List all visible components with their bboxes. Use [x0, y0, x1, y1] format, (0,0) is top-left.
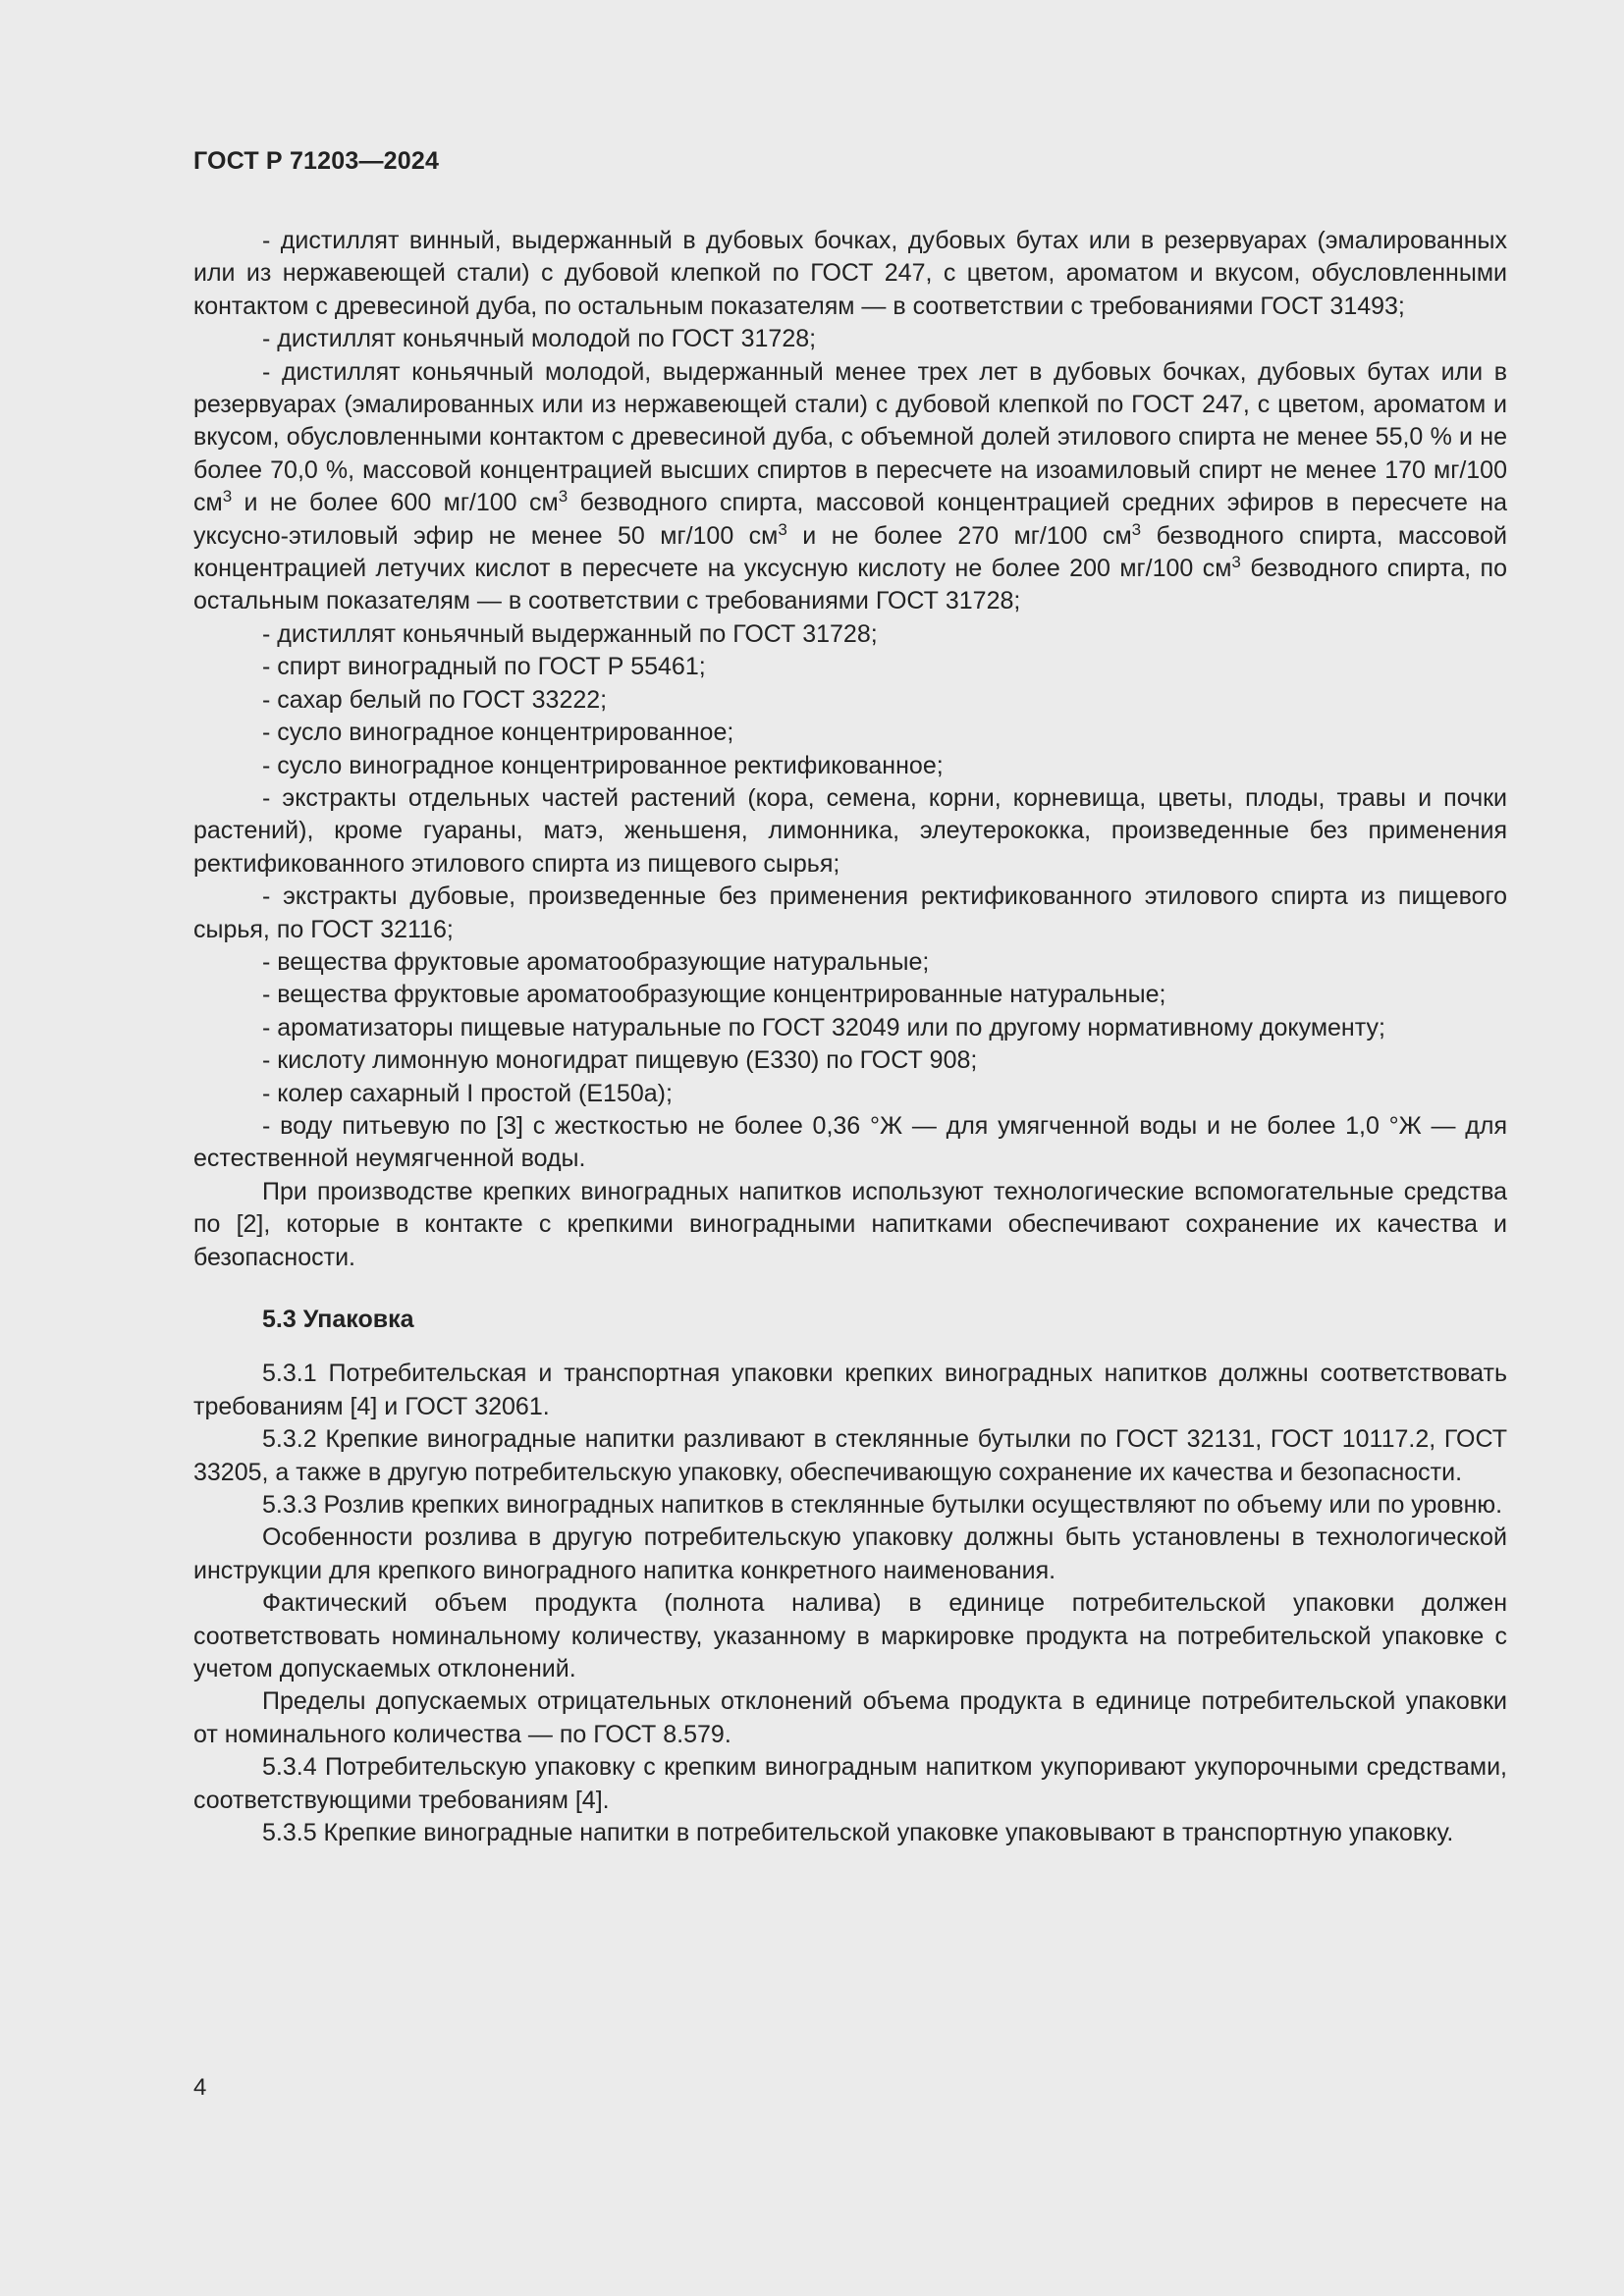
text-segment: и не более 600 мг/100 см [232, 489, 559, 517]
page-number: 4 [193, 2074, 207, 2101]
paragraph-bottling-specifics: Особенности розлива в другую потребительскую упаковку должны быть установлены в технологической инструкции для крепкого виноградного напитка конкретного наименования. [193, 1523, 1507, 1584]
text-segment: безводного спирта, массовой концентрацией летучих кислот в пересчете на уксусную кислоту не более 200 мг/100 см [193, 521, 1508, 583]
list-item-wine-distillate: - дистиллят винный, выдержанный в дубовых бочках, дубовых бутах или в резервуарах (эмалированных или из нержавеющей стали) с дубовой клепкой по ГОСТ 247, с цветом, ароматом и вкусом, обусловленными контактом с древесиной дуба, по остальным показателям — в соответствии с требованиями ГОСТ 31493; [193, 227, 1507, 320]
list-item-young-cognac-distillate: - дистиллят коньячный молодой по ГОСТ 31728; [262, 325, 817, 353]
list-item-aged-cognac-distillate: - дистиллят коньячный выдержанный по ГОСТ 31728; [262, 619, 878, 648]
list-item-drinking-water: - воду питьевую по [3] с жесткостью не более 0,36 °Ж — для умягченной воды и не более 1,0 °Ж — для естественной неумягченной воды. [193, 1111, 1507, 1173]
list-item-white-sugar: - сахар белый по ГОСТ 33222; [262, 685, 608, 714]
superscript: 3 [222, 487, 233, 507]
list-item-oak-extracts: - экстракты дубовые, произведенные без применения ректификованного этилового спирта из пищевого сырья, по ГОСТ 32116; [193, 882, 1507, 943]
paragraph-5-3-5: 5.3.5 Крепкие виноградные напитки в потребительской упаковке упаковывают в транспортную упаковку. [262, 1819, 1454, 1847]
list-item-sugar-color: - колер сахарный I простой (Е150а); [262, 1079, 673, 1107]
list-item-grape-must-rectified: - сусло виноградное концентрированное ректификованное; [262, 751, 944, 779]
list-item-fruit-aroma-concentrated: - вещества фруктовые ароматообразующие концентрированные натуральные; [262, 981, 1166, 1009]
superscript: 3 [558, 487, 568, 507]
list-item-plant-extracts: - экстракты отдельных частей растений (кора, семена, корни, корневища, цветы, плоды, травы и почки растений), кроме гуараны, матэ, женьшеня, лимонника, элеутерококка, произведенные без применения ректификованного этилового спирта из пищевого сырья; [193, 783, 1507, 878]
paragraph-5-3-3: 5.3.3 Розлив крепких виноградных напитков в стеклянные бутылки осуществляют по объему или по уровню. [262, 1491, 1503, 1520]
list-item-citric-acid: - кислоту лимонную моногидрат пищевую (Е330) по ГОСТ 908; [262, 1046, 978, 1075]
paragraph-5-3-1: 5.3.1 Потребительская и транспортная упаковки крепких виноградных напитков должны соответствовать требованиям [4] и ГОСТ 32061. [193, 1360, 1507, 1420]
paragraph-auxiliary-means: При производстве крепких виноградных напитков используют технологические вспомогательные средства по [2], которые в контакте с крепкими виноградными напитками обеспечивают сохранение их качества и безопасности. [193, 1177, 1507, 1271]
list-item-aged-young-cognac-distillate [193, 356, 1507, 618]
section-heading-packaging: 5.3 Упаковка [262, 1306, 414, 1333]
document-code-header: ГОСТ Р 71203—2024 [193, 147, 440, 175]
list-item-grape-spirit: - спирт виноградный по ГОСТ Р 55461; [262, 653, 706, 681]
text-segment: безводного спирта, по остальным показателям — в соответствии с требованиями ГОСТ 31728; [193, 555, 1508, 615]
list-item-fruit-aroma-natural: - вещества фруктовые ароматообразующие натуральные; [262, 947, 930, 976]
text-segment: и не более 270 мг/100 см [786, 521, 1132, 550]
superscript: 3 [778, 519, 787, 539]
paragraph-5-3-2: 5.3.2 Крепкие виноградные напитки разливают в стеклянные бутылки по ГОСТ 32131, ГОСТ 10117.2, ГОСТ 33205, а также в другую потребительскую упаковку, обеспечивающую сохранение их качества и безопасности. [193, 1425, 1507, 1486]
superscript: 3 [1131, 519, 1142, 539]
paragraph-deviation-limits: Пределы допускаемых отрицательных отклонений объема продукта в единице потребительской упаковки от номинального количества — по ГОСТ 8.579. [193, 1687, 1507, 1748]
list-item-food-flavorings: - ароматизаторы пищевые натуральные по ГОСТ 32049 или по другому нормативному документу; [262, 1013, 1385, 1041]
list-item-grape-must-concentrated: - сусло виноградное концентрированное; [262, 719, 734, 747]
paragraph-5-3-4: 5.3.4 Потребительскую упаковку с крепким виноградным напитком укупоривают укупорочными средствами, соответствующими требованиям [4]. [193, 1753, 1507, 1814]
paragraph-actual-volume: Фактический объем продукта (полнота налива) в единице потребительской упаковки должен соответствовать номинальному количеству, указанному в маркировке продукта на потребительской упаковке с учетом допускаемых отклонений. [193, 1589, 1507, 1683]
superscript: 3 [1231, 553, 1241, 572]
text-segment: - дистиллят коньячный молодой, выдержанный менее трех лет в дубовых бочках, дубовых бутах или в резервуарах (эмалированных или из нержавеющей стали) с дубовой клепкой по ГОСТ 247, с цветом, ароматом и вкусом, обусловленными контактом с древесиной дуба, с объемной долей этилового спирта не менее 55,0 % и не более 70,0 %, массовой концентрацией высших спиртов в пересчете на изоамиловый спирт не менее 170 мг/100 см [193, 357, 1507, 517]
text-segment: безводного спирта, массовой концентрацией средних эфиров в пересчете на уксусно-этиловый эфир не менее 50 мг/100 см [193, 489, 1507, 550]
page-content [193, 225, 1507, 1850]
